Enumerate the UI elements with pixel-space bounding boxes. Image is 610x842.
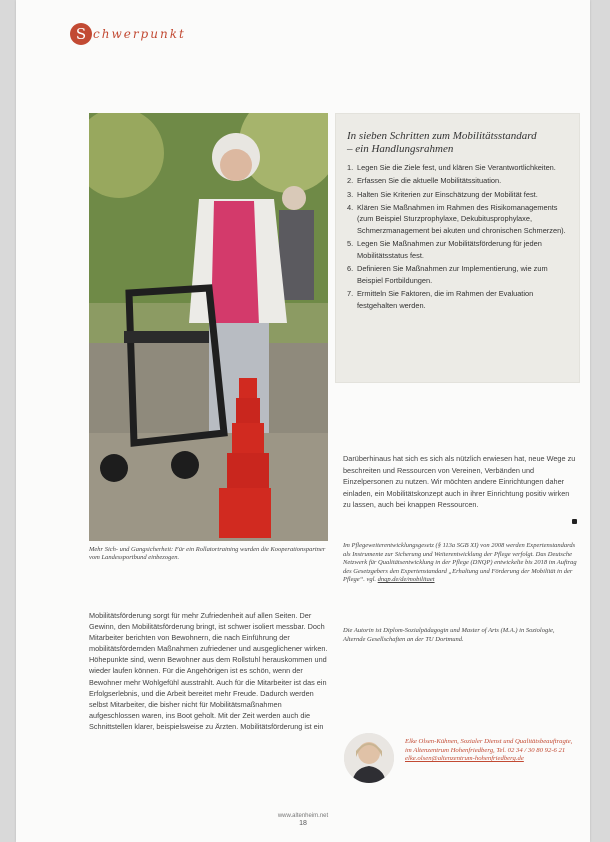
photo-placeholder xyxy=(89,113,328,541)
list-item: 2. Erfassen Sie die aktuelle Mobilitätssituation. xyxy=(347,175,571,187)
list-item: 1. Legen Sie die Ziele fest, und klären Sie Verantwortlichkeiten. xyxy=(347,162,571,174)
author-avatar xyxy=(344,733,394,783)
section-title: chwerpunkt xyxy=(93,27,186,41)
info-box-title-line2: – ein Handlungsrahmen xyxy=(347,143,454,155)
step-text: Legen Sie Maßnahmen zur Mobilitätsförderung für jeden Mobilitätsstatus fest. xyxy=(357,239,542,260)
step-text: Ermitteln Sie Faktoren, die im Rahmen der Evaluation festgehalten werden. xyxy=(357,289,534,310)
list-item: 3. Halten Sie Kriterien zur Einschätzung der Mobilität fest. xyxy=(347,189,571,201)
magazine-page xyxy=(16,0,590,842)
article-photo xyxy=(89,113,328,541)
footnote-link-prefix: vgl. xyxy=(366,576,378,584)
section-initial-badge: S xyxy=(70,23,92,45)
end-marker-icon xyxy=(572,519,577,524)
info-box-title xyxy=(347,130,579,156)
contact-email[interactable]: elke.olsen@altenzentrum-hohenfriedberg.de xyxy=(405,755,524,763)
steps-list xyxy=(336,162,579,311)
right-column-text: Darüberhinaus hat sich es sich als nützlich erwiesen hat, neue Wege zu beschreiten und Ressourcen von Vereinen, Verbänden und Einzelpersonen zu nutzen. Wir möchten andere Einrichtungen daher einladen, ein Mobilitätskonzept auch in ihrer Einrichtung positiv wirken zu lassen, auch bei knappen Ressourcen. xyxy=(343,454,576,510)
list-item: 7. Ermitteln Sie Faktoren, die im Rahmen der Evaluation festgehalten werden. xyxy=(347,288,571,311)
footer-url[interactable]: www.altenheim.net xyxy=(277,813,329,819)
info-box-title-line1: In sieben Schritten zum Mobilitätsstandard xyxy=(347,130,537,142)
list-item: 6. Definieren Sie Maßnahmen zur Implementierung, wie zum Beispiel Fortbildungen. xyxy=(347,263,571,286)
page-footer xyxy=(16,812,590,828)
list-item: 4. Klären Sie Maßnahmen im Rahmen des Risikomanagements (zum Beispiel Sturzprophylaxe, Dekubitusprophylaxe, Schmerzmanagement bei akuten und chronischen Schmerzen). xyxy=(347,202,571,237)
contact-block xyxy=(405,738,575,764)
left-column-text: Mobilitätsförderung sorgt für mehr Zufriedenheit auf allen Seiten. Der Gewinn, den Mobilitätsförderung bringt, ist schwer isoliert messbar. Doch Mitarbeiter berichten von Bewohnern, die nach Einführung der mobilitätsfördernden Maßnahmen zufriedener und ausgeglichener wirken. Höhepunkte sind, wenn Bewohner aus dem Rollstuhl herauskommen und wieder laufen können. Für die Angehörigen ist es schön, wenn der Bewohner mehr Wohlgefühl ausstrahlt. Auch für die Mitarbeiter ist das ein Erfolgserlebnis, und die Arbeit bereitet mehr Freude. Dadurch werden selbst Mitarbeiter, die bisher nicht für Mobilitätsmaßnahmen aufgeschlossen waren, ins Boot geholt. Mit der Zeit werden auch die Schnittstellen klarer, beispielsweise zu Ärzten. Mobilitätsförderung ist ein xyxy=(89,611,328,731)
section-header xyxy=(70,22,186,46)
portrait-image xyxy=(344,733,394,783)
footnote-link[interactable]: dnqp.de/de/mobilitaet xyxy=(377,576,435,584)
footnote xyxy=(343,542,577,585)
contact-line: Elke Olsen-Kühnen, Sozialer Dienst und Qualitätsbeauftragte, im Altenzentrum Hohenfriedberg, Tel. 02 34 / 30 80 92-6 21 xyxy=(405,738,573,754)
page-number: 18 xyxy=(299,820,307,827)
author-note: Die Autorin ist Diplom-Sozialpädagogin und Master of Arts (M.A.) in Soziologie, Alternde Gesellschaften an der TU Dortmund. xyxy=(343,627,555,643)
step-text: Halten Sie Kriterien zur Einschätzung der Mobilität fest. xyxy=(357,189,538,199)
info-box xyxy=(335,113,580,383)
step-text: Legen Sie die Ziele fest, und klären Sie Verantwortlichkeiten. xyxy=(357,163,556,172)
list-item: 5. Legen Sie Maßnahmen zur Mobilitätsförderung für jeden Mobilitätsstatus fest. xyxy=(347,238,571,261)
step-text: Definieren Sie Maßnahmen zur Implementierung, wie zum Beispiel Fortbildungen. xyxy=(357,264,548,285)
step-text: Klären Sie Maßnahmen im Rahmen des Risikomanagements (zum Beispiel Sturzprophylaxe, Dekubitusprophylaxe, Schmerzmanagement bei akuten und chronischen Schmerzen). xyxy=(357,202,566,236)
photo-caption: Mehr Sich- und Gangsicherheit: Für ein Rollatortraining wurden die Kooperationspartner vom Landessportbund einbezogen. xyxy=(89,546,326,562)
step-text: Erfassen Sie die aktuelle Mobilitätssituation. xyxy=(357,176,502,186)
footnote-text: Im Pflegeweiterentwicklungsgesetz (§ 113a SGB XI) von 2008 werden Expertenstandards als Instrumente zur Sicherung und Weiterentwicklung der Pflege verfolgt. Das Deutsche Netzwerk für Qualitätsentwicklung in der Pflege (DNQP) entwickelte bis 2018 im Auftrag des Gesetzgebers den Expertenstandard „Erhaltung und Förderung der Mobilität in der Pflege“. xyxy=(343,542,577,584)
